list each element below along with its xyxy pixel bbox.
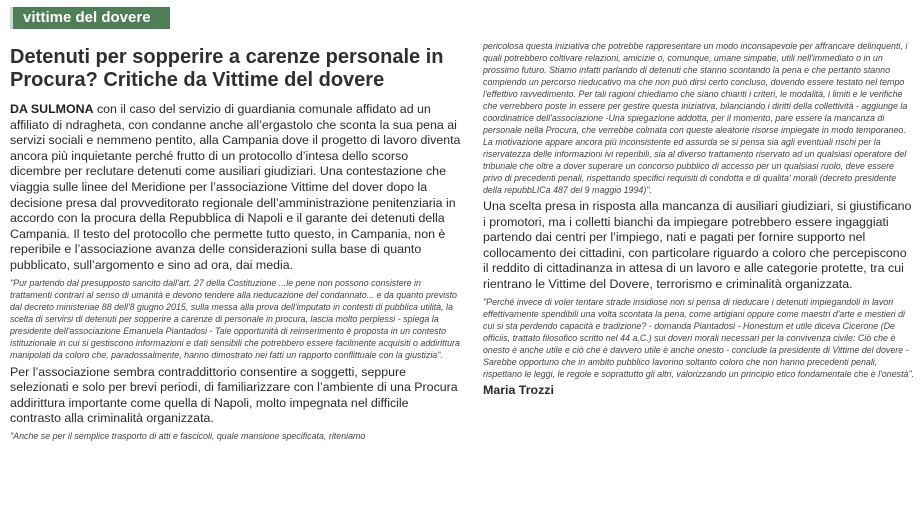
article-title: Detenuti per sopperire a carenze personale in Procura? Critiche da Vittime del dovere bbox=[10, 46, 444, 91]
section-tag: vittime del dovere bbox=[10, 7, 170, 29]
body-paragraph: Una scelta presa in risposta alla mancanza di ausiliari giudiziari, si giustificano i promotori, ma i colletti bianchi da impiegare potrebbero essere ingaggiati partendo dai centri per l’impiego, nati e pagati per fornire supporto nel collocamento dei cittadini, con particolare riguardo a coloro che percepiscono il reddito di cittadinanza in attesa di un lavoro e alle categorie protette, tra cui rientrano le Vittime del Dovere, terrorismo e criminalità organizzata. bbox=[483, 199, 912, 291]
author-name: Maria Trozzi bbox=[483, 382, 554, 397]
lead-paragraph bbox=[10, 102, 462, 274]
lead-text: con il caso del servizio di guardiania comunale affidato ad un affiliato di ndragheta, con condanne anche all’ergastolo che sconta la sua pena ai servizi sociali e nemmeno pentito, alla Campania dove il progetto di lavoro diventa ancora più inquietante perché frutto di un protocollo d’intesa dello scorso dicembre per reclutare detenuti come ausiliari giudiziari. Una contestazione che viaggia sulle linee del Meridione per l’associazione Vittime del dover dopo la decisione presa dal provveditorato regionale dell’amministrazione penitenziaria in accordo con la procura della Repubblica di Napoli e il garante dei detenuti della Campania. Il testo del protocollo che permette tutto questo, in Campania, non è reperibile e l’associazione avanza delle considerazioni sulla base di quanto pubblicato, sull’argomento e sino ad ora, dai media. bbox=[10, 102, 461, 272]
quote-block: pericolosa questa iniziativa che potrebbe rappresentare un modo inconsapevole per affrancare delinquenti, i quali potrebbero coltivare relazioni, amicizie o, comunque, umane simpatie, utili nell'immediato o in un prossimo futuro. Stiamo infatti parlando di detenuti che stanno scontando la pena e che pertanto stanno compiendo un percorso rieducativo ma che non può dirsi certo concluso, dovendo essere testato nel tempo l'effettivo ravvedimento. Per tali ragioni chiediamo che siano chiariti i criteri, le modalità, i limiti e le verifiche che verrebbero poste in essere per gestire questa iniziativa, bilanciando i diritti della collettività - aggiunge la coordinatrice dell'associazione -Una spiegazione addotta, per il momento, pare essere la mancanza di personale nella Procura, che verrebbe colmata con queste aleatorie risorse impiegate in modo temporaneo. La motivazione appare ancora più inconsistente ed assurda se si pensa sia agli eventuali rischi per la riservatezza delle informazioni ivi reperibili, sia al diverso trattamento riservato ad un qualsiasi operatore del tribunale che oltre a dover superare un concorso pubblico di accesso per un qualsiasi ruolo, deve essere privo di precedenti penali, rispettando specifici requisiti di condotta e di qualita' morali (decreto presidente della repubbLICa 487 del 9 maggio 1994)". bbox=[483, 41, 908, 195]
dateline: DA SULMONA bbox=[10, 102, 94, 116]
quote-block: "Perché invece di voler tentare strade insidiose non si pensa di rieducare i detenuti impiegandoli in lavori effettivamente spendibili una volta scontata la pena, come artigiani oppure come maestri d'arte e mestieri di cui si sta perdendo capacità e tradizione? - domanda Piantadosi - Honestum et utile diceva Cicerone (De officiis, trattato filosofico scritto nel 44 a.C.) sui doveri morali necessari per la convivenza civile: Ciò che è onesto è anche utile e ciò che è davvero utile è anche onesto - conclude la presidente di Vittime del dovere - Sarebbe opportuno che in ambito pubblico lavorino soltanto coloro che non hanno precedenti penali, rispettano le leggi, le regole e soprattutto gli altri, valorizzando un principio etico fondamentale che è l'onestà". bbox=[483, 296, 915, 379]
right-column bbox=[483, 40, 915, 398]
body-paragraph: Per l’associazione sembra contraddittorio consentire a soggetti, seppure selezionati e solo per brevi periodi, di familiarizzare con l’ambiente di una Procura addirittura importante come quella di Napoli, molto impegnata nel difficile contrasto alla criminalità organizzata. bbox=[10, 364, 458, 426]
quote-block: "Pur partendo dal presupposto sancito dall'art. 27 della Costituzione ...le pene non possono consistere in trattamenti contrari al senso di umanità e devono tendere alla rieducazione del condannato... e da quanto previsto dal decreto ministeriae 88 dell'8 giugno 2015, sulla messa alla prova dell'imputato in contesti di pubblica utilità, la scelta di servirsi di detenuti per sopperire a carenze di personale in procura, lascia molto perplessi - spiega la presidente dell'associazione Emanuela Piantadosi - Tale opportunità di reinserimento è proposta in un contesto istituzionale in cui si gestiscono informazioni e dati sensibili che potrebbero essere facilmente acquisiti o addirittura manipolati da coloro che, paradossalmente, hanno dimostrato nei fatti un rapporto conflittuale con la giustizia". bbox=[10, 277, 460, 360]
left-column bbox=[10, 40, 462, 446]
quote-block: "Anche se per il semplice trasporto di atti e fascicoli, quale mansione specificata, riteniamo bbox=[10, 430, 366, 441]
